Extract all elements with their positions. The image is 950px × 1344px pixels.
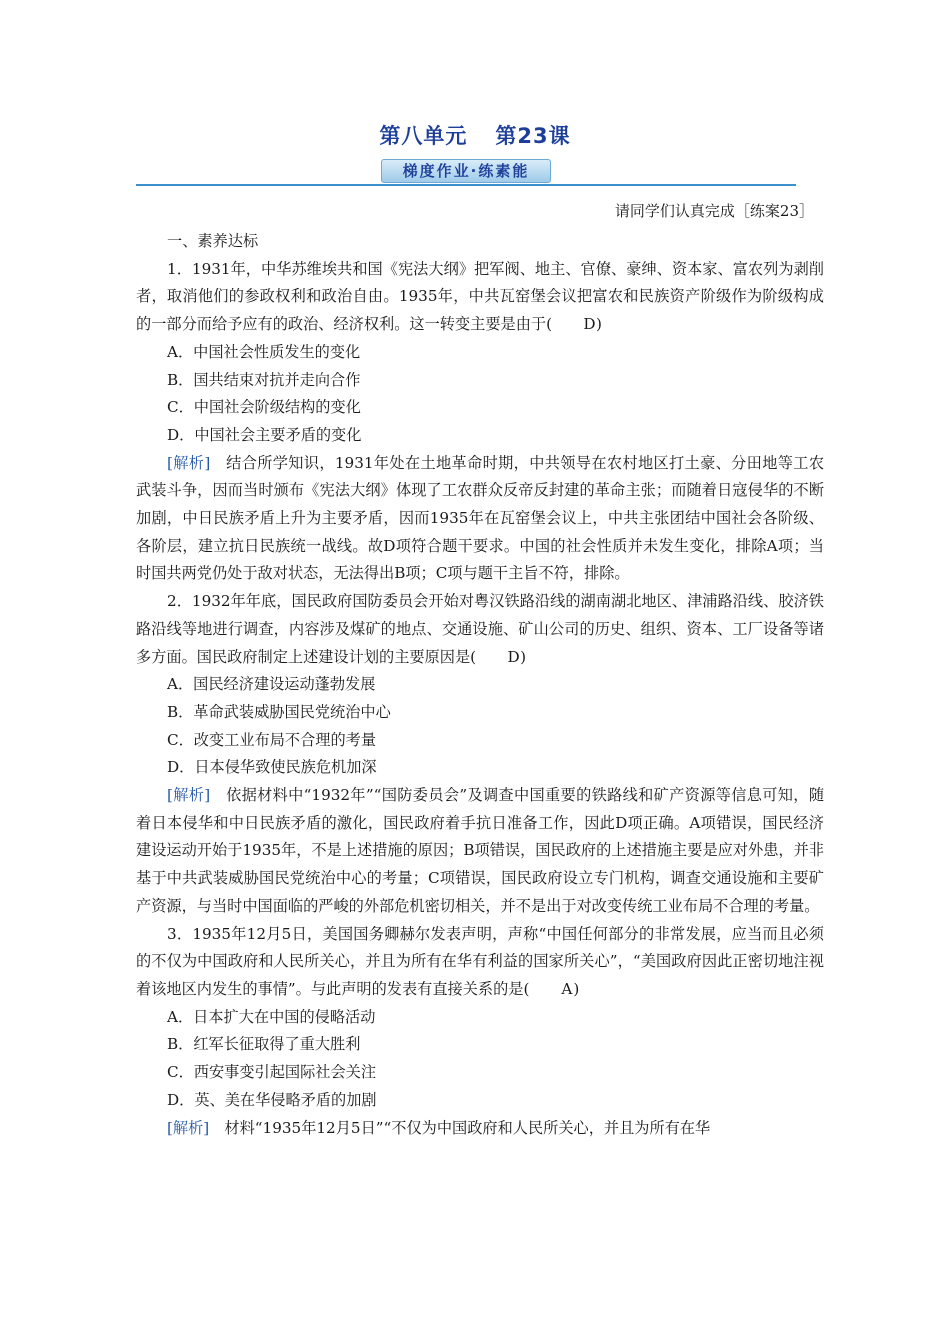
lesson-title: 第23课 <box>495 124 571 148</box>
unit-title: 第八单元 <box>379 124 468 148</box>
analysis-tag: [解析] <box>167 786 211 805</box>
exercise-note: 请同学们认真完成［练案23］ <box>614 202 814 220</box>
section-heading: 一、素养达标 <box>167 232 259 250</box>
question-2-option-c: C．改变工业布局不合理的考量 <box>167 730 377 749</box>
question-2-option-a: A．国民经济建设运动蓬勃发展 <box>167 675 376 694</box>
question-1-stem: 1．1931年，中华苏维埃共和国《宪法大纲》把军阀、地主、官僚、豪绅、资本家、富农列为剥削者，取消他们的参政权利和政治自由。1935年，中共瓦窑堡会议把富农和民族资产阶级作为阶级构成的一部分而给予应有的政治、经济权利。这一转变主要是由于( D) <box>136 256 824 339</box>
question-2-option-d: D．日本侵华致使民族危机加深 <box>167 758 377 777</box>
header-rule <box>136 184 796 186</box>
question-3-option-a: A．日本扩大在中国的侵略活动 <box>167 1007 376 1026</box>
question-1-analysis: [解析] 结合所学知识，1931年处在土地革命时期，中共领导在农村地区打土豪、分田地等工农武装斗争，因而当时颁布《宪法大纲》体现了工农群众反帝反封建的革命主张；而随着日寇侵华的不断加剧，中日民族矛盾上升为主要矛盾，因而1935年在瓦窑堡会议上，中共主张团结中国社会各阶级、各阶层，建立抗日民族统一战线。故D项符合题干要求。中国的社会性质并未发生变化，排除A项；当时国共两党仍处于敌对状态，无法得出B项；C项与题干主旨不符，排除。 <box>136 453 825 583</box>
question-1-option-b: B．国共结束对抗并走向合作 <box>167 370 361 389</box>
question-3-answer: A <box>561 979 573 998</box>
question-1-option-d: D．中国社会主要矛盾的变化 <box>167 425 362 444</box>
question-2-option-b: B．革命武装威胁国民党统治中心 <box>167 702 391 721</box>
practice-banner: 梯度作业·练素能 <box>381 159 551 183</box>
question-1-answer: D <box>583 315 596 334</box>
question-1-option-c: C．中国社会阶级结构的变化 <box>167 398 361 417</box>
analysis-tag: [解析] <box>167 453 211 472</box>
question-3-option-c: C．西安事变引起国际社会关注 <box>167 1063 377 1082</box>
analysis-tag: [解析] <box>167 1118 210 1137</box>
question-3-analysis: [解析] 材料“1935年12月5日”“不仅为中国政府和人民所关心，并且为所有在华 <box>167 1118 711 1137</box>
question-1-option-a: A．中国社会性质发生的变化 <box>167 342 361 361</box>
question-2-stem: 2．1932年年底，国民政府国防委员会开始对粤汉铁路沿线的湖南湖北地区、津浦路沿线、胶济铁路沿线等地进行调查，内容涉及煤矿的地点、交通设施、矿山公司的历史、组织、资本、工厂设备等诸多方面。国民政府制定上述建设计划的主要原因是( D) <box>136 588 824 671</box>
document-body <box>136 228 824 1142</box>
page-title <box>0 120 950 150</box>
question-2-analysis: [解析] 依据材料中“1932年”“国防委员会”及调查中国重要的铁路线和矿产资源等信息可知，随着日本侵华和中日民族矛盾的激化，国民政府着手抗日准备工作，因此D项正确。A项错误，国民经济建设运动开始于1935年，不是上述措施的原因；B项错误，国民政府的上述措施主要是应对外患，并非基于中共武装威胁国民党统治中心的考量；C项错误，国民政府设立专门机构，调查交通设施和主要矿产资源，与当时中国面临的严峻的外部危机密切相关，并不是出于对改变传统工业布局不合理的考量。 <box>136 786 825 915</box>
question-3-option-b: B．红军长征取得了重大胜利 <box>167 1035 361 1054</box>
question-2-answer: D <box>507 647 520 666</box>
question-3-option-d: D．英、美在华侵略矛盾的加剧 <box>167 1090 377 1109</box>
question-3-stem: 3．1935年12月5日，美国国务卿赫尔发表声明，声称“中国任何部分的非常发展，应当而且必须的不仅为中国政府和人民所关心，并且为所有在华有利益的国家所关心”，“美国政府因此正密切地注视着该地区内发生的事情”。与此声明的发表有直接关系的是( A) <box>136 921 824 1004</box>
